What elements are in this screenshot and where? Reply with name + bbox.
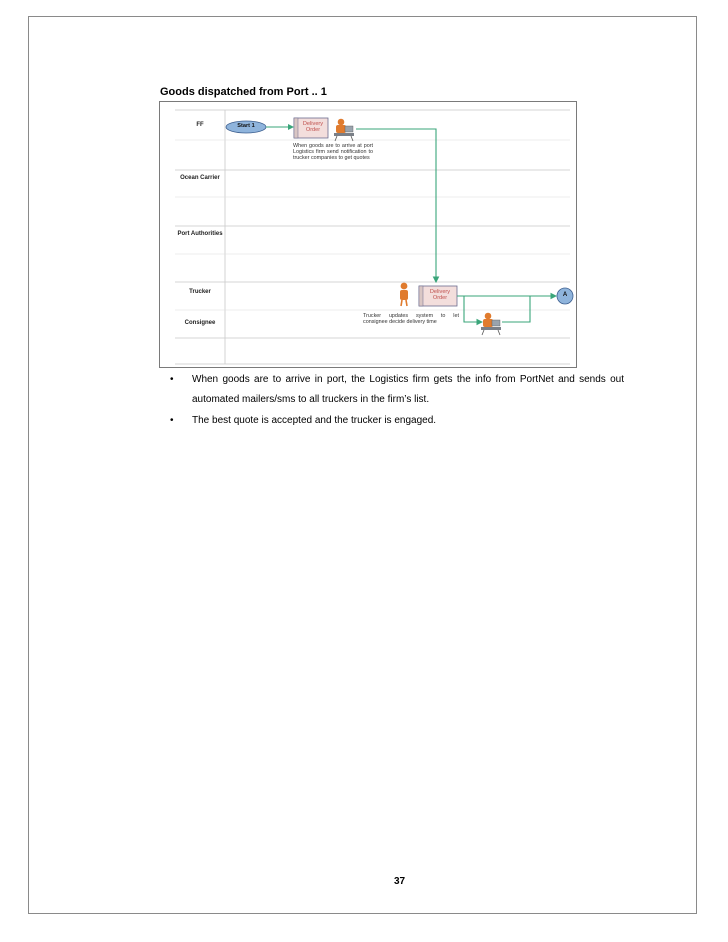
- bullet-list: [162, 370, 624, 432]
- connector-a-label: A: [562, 292, 568, 298]
- bullet-dot: •: [170, 415, 174, 426]
- lane-label-port-authorities: Port Authorities: [177, 231, 223, 237]
- process-diagram: [159, 101, 577, 368]
- bullet-text: The best quote is accepted and the trucker is engaged.: [192, 415, 437, 426]
- lane-label-ocean-carrier: Ocean Carrier: [180, 175, 220, 181]
- trucker-note: Trucker updates system to let consignee decide delivery time: [363, 313, 459, 326]
- section-heading: Goods dispatched from Port .. 1: [160, 86, 327, 98]
- worker-at-computer-icon-1: [334, 119, 354, 141]
- bullet-dot: •: [170, 374, 174, 385]
- bullet-item: [162, 370, 624, 410]
- trucker-person-icon: [400, 283, 408, 306]
- lane-label-trucker: Trucker: [189, 289, 211, 295]
- arrow-order-to-consignee: [464, 296, 482, 322]
- ff-note: When goods are to arrive at port Logistics firm send notification to trucker companies to get quotes: [293, 143, 373, 162]
- bullet-item: [162, 411, 624, 431]
- page-number: 37: [394, 876, 406, 887]
- start-node-label: Start 1: [237, 123, 255, 129]
- arrow-consignee-to-main: [502, 296, 530, 322]
- lane-label-consignee: Consignee: [184, 320, 216, 326]
- delivery-order-2-label: Delivery Order: [429, 289, 451, 302]
- bullet-text: When goods are to arrive in port, the Logistics firm gets the info from PortNet and sends out automated mailers/sms to all truckers in the firm’s list.: [192, 374, 624, 405]
- delivery-order-1-label: Delivery Order: [302, 121, 324, 134]
- lane-label-ff: FF: [196, 122, 204, 128]
- worker-at-computer-icon-2: [481, 313, 501, 335]
